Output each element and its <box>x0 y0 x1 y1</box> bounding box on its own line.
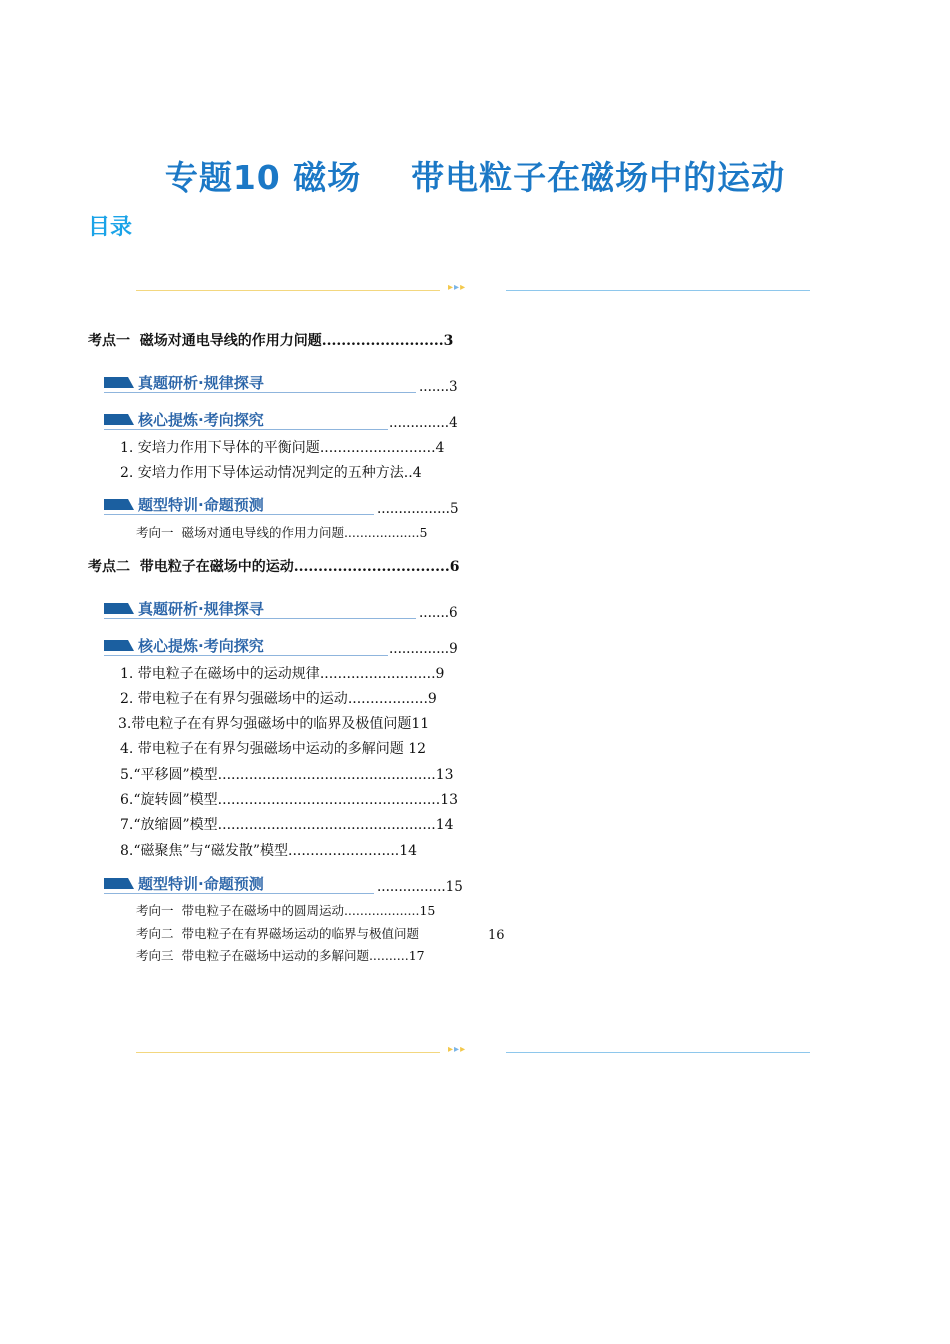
toc-leader-dots: ................... <box>343 525 420 540</box>
toc-banner-zhenti-1[interactable] <box>104 371 416 395</box>
banner-bar-icon <box>104 640 134 651</box>
toc-entry-page: 9 <box>427 691 437 707</box>
banner-label: 核心提炼·考向探究 <box>138 411 264 429</box>
toc-entry-label: 7.“放缩圆”模型 <box>120 817 218 833</box>
toc-banner-hexin-1[interactable] <box>104 408 388 432</box>
toc-entry-label: 5.“平移圆”模型 <box>120 767 218 783</box>
toc-entry-page: 6 <box>449 559 460 575</box>
toc-entry-kaoxiang-2-3[interactable] <box>136 950 425 963</box>
toc-heading: 目录 <box>88 215 133 240</box>
toc-banner-page-line: .......3 <box>419 379 458 395</box>
toc-leader-dots: ......................... <box>288 843 400 859</box>
toc-entry-page: 17 <box>408 948 425 963</box>
toc-banner-page-line: ..............4 <box>389 415 458 431</box>
page-title: 专题10 磁场 带电粒子在磁场中的运动 <box>164 158 786 197</box>
toc-entry-page: 14 <box>399 843 418 859</box>
toc-entry-page: 15 <box>419 903 436 918</box>
toc-entry-page: 14 <box>435 817 454 833</box>
top-divider <box>136 282 810 297</box>
toc-entry-label: 1. 带电粒子在磁场中的运动规律 <box>120 666 320 682</box>
toc-entry-kaoxiang-2-2[interactable] <box>136 928 419 941</box>
banner-label: 题型特训·命题预测 <box>138 875 264 893</box>
toc-banner-page-line: ................15 <box>377 879 463 895</box>
toc-entry-2-2[interactable] <box>120 692 437 706</box>
toc-entry-label: 考向二 带电粒子在有界磁场运动的临界与极值问题 <box>136 926 419 941</box>
toc-entry-label: 考点二 带电粒子在磁场中的运动 <box>88 559 294 575</box>
toc-entry-label: 3.带电粒子在有界匀强磁场中的临界及极值问题 <box>118 716 412 732</box>
toc-entry-label: 考向三 带电粒子在磁场中运动的多解问题 <box>136 948 369 963</box>
toc-banner-hexin-2[interactable] <box>104 634 388 658</box>
toc-leader-dots: ......................... <box>321 333 444 349</box>
toc-entry-page: 13 <box>440 792 459 808</box>
toc-entry-2-6[interactable] <box>120 793 458 807</box>
toc-entry-label: 2. 安培力作用下导体运动情况判定的五种方法. <box>120 465 409 481</box>
toc-entry-page: 9 <box>435 666 445 682</box>
toc-entry-label: 考点一 磁场对通电导线的作用力问题 <box>88 333 322 349</box>
banner-label: 真题研析·规律探寻 <box>138 600 264 618</box>
toc-leader-dots: ................................................. <box>217 817 436 833</box>
bottom-divider <box>136 1044 810 1059</box>
toc-entry-label: 1. 安培力作用下导体的平衡问题 <box>120 440 320 456</box>
toc-entry-page: 11 <box>411 716 430 732</box>
toc-entry-1-2[interactable] <box>120 466 422 480</box>
toc-entry-kaoxiang-1-1[interactable] <box>136 527 427 540</box>
toc-entry-page: 4 <box>412 465 422 481</box>
toc-banner-tixing-1[interactable] <box>104 493 374 517</box>
toc-banner-page-line: .......6 <box>419 605 458 621</box>
banner-label: 核心提炼·考向探究 <box>138 637 264 655</box>
toc-entry-2-1[interactable] <box>120 667 444 681</box>
toc-entry-label: 考向一 磁场对通电导线的作用力问题 <box>136 525 344 540</box>
toc-banner-tixing-2[interactable] <box>104 872 374 896</box>
toc-entry-label: 8.“磁聚焦”与“磁发散”模型 <box>120 843 288 859</box>
divider-arrows-icon: ▸▸▸ <box>448 282 467 293</box>
toc-entry-2-4[interactable] <box>120 742 426 756</box>
divider-arrows-icon: ▸▸▸ <box>448 1044 467 1055</box>
toc-banner-page-line: .................5 <box>377 501 459 517</box>
toc-entry-page: 16 <box>488 928 505 943</box>
toc-entry-kaoxiang-2-1[interactable] <box>136 905 435 918</box>
toc-leader-dots: ................................ <box>293 559 450 575</box>
toc-entry-2-7[interactable] <box>120 818 454 832</box>
toc-entry-section-2[interactable] <box>88 560 459 574</box>
toc-entry-label: 考向一 带电粒子在磁场中的圆周运动 <box>136 903 344 918</box>
toc-entry-label: 2. 带电粒子在有界匀强磁场中的运动 <box>120 691 348 707</box>
toc-leader-dots: .......... <box>368 948 409 963</box>
banner-label: 真题研析·规律探寻 <box>138 374 264 392</box>
toc-entry-page: 4 <box>435 440 445 456</box>
banner-label: 题型特训·命题预测 <box>138 496 264 514</box>
toc-leader-dots: .......................... <box>319 666 436 682</box>
toc-leader-dots: .................................................. <box>217 792 441 808</box>
banner-bar-icon <box>104 603 134 614</box>
toc-entry-label: 4. 带电粒子在有界匀强磁场中运动的多解问题 <box>120 741 404 757</box>
banner-bar-icon <box>104 499 134 510</box>
toc-entry-2-3[interactable] <box>118 717 429 731</box>
toc-entry-2-8[interactable] <box>120 844 417 858</box>
banner-bar-icon <box>104 377 134 388</box>
banner-bar-icon <box>104 878 134 889</box>
toc-entry-2-5[interactable] <box>120 768 454 782</box>
toc-banner-zhenti-2[interactable] <box>104 597 416 621</box>
toc-entry-section-1[interactable] <box>88 334 453 348</box>
toc-entry-1-1[interactable] <box>120 441 444 455</box>
toc-entry-label: 6.“旋转圆”模型 <box>120 792 218 808</box>
toc-entry-page: 3 <box>443 333 454 349</box>
toc-leader-dots: .................. <box>347 691 428 707</box>
toc-leader-dots: . <box>408 465 413 481</box>
toc-entry-page: 12 <box>408 741 427 757</box>
toc-leader-dots: ................... <box>343 903 420 918</box>
banner-bar-icon <box>104 414 134 425</box>
toc-leader-dots: .......................... <box>319 440 436 456</box>
toc-entry-page: 5 <box>419 525 428 540</box>
toc-banner-page-line: ..............9 <box>389 641 458 657</box>
toc-entry-page: 13 <box>435 767 454 783</box>
toc-leader-dots: ................................................. <box>217 767 436 783</box>
